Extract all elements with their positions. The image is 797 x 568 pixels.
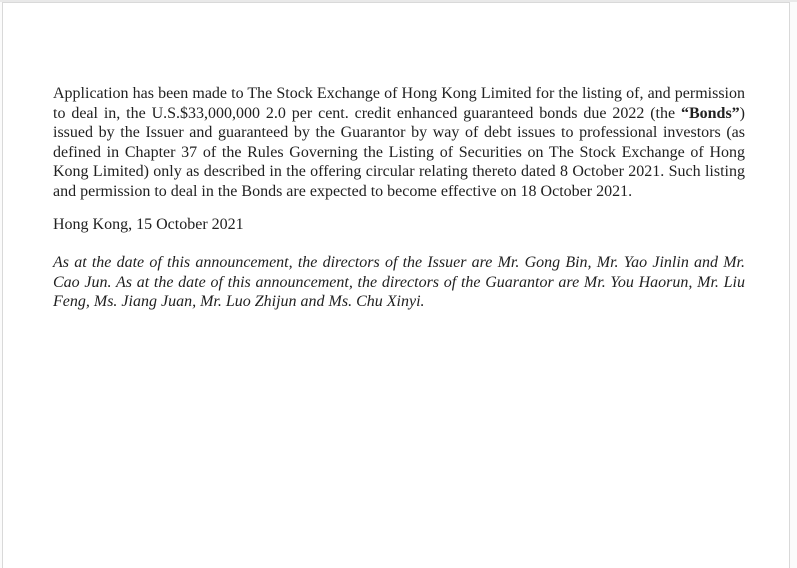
- directors-note: As at the date of this announcement, the directors of the Issuer are Mr. Gong Bin, Mr. Yao Jinlin and Mr. Cao Jun. As at the date of this announcement, the directors of the Guarantor are Mr. You Haorun, Mr. Liu Feng, Ms. Jiang Juan, Mr. Luo Zhijun and Ms. Chu Xinyi.: [53, 254, 745, 311]
- listing-paragraph-text-before: Application has been made to The Stock Exchange of Hong Kong Limited for the listing of, and permission to deal in, the U.S.$33,000,000 2.0 per cent. credit enhanced guaranteed bonds due 2022 (the: [53, 85, 745, 122]
- dateline: Hong Kong, 15 October 2021: [53, 215, 244, 233]
- listing-application-paragraph: [53, 84, 745, 202]
- page-content: [3, 3, 789, 312]
- document-page: [2, 2, 790, 568]
- bonds-defined-term: “Bonds”: [680, 104, 740, 122]
- listing-paragraph-text-after: ) issued by the Issuer and guaranteed by the Guarantor by way of debt issues to professional investors (as defined in Chapter 37 of the Rules Governing the Listing of Securities on The Stock Exchange of Hong Kong Limited) only as described in the offering circular relating thereto dated 8 October 2021. Such listing and permission to deal in the Bonds are expected to become effective on 18 October 2021.: [53, 104, 745, 200]
